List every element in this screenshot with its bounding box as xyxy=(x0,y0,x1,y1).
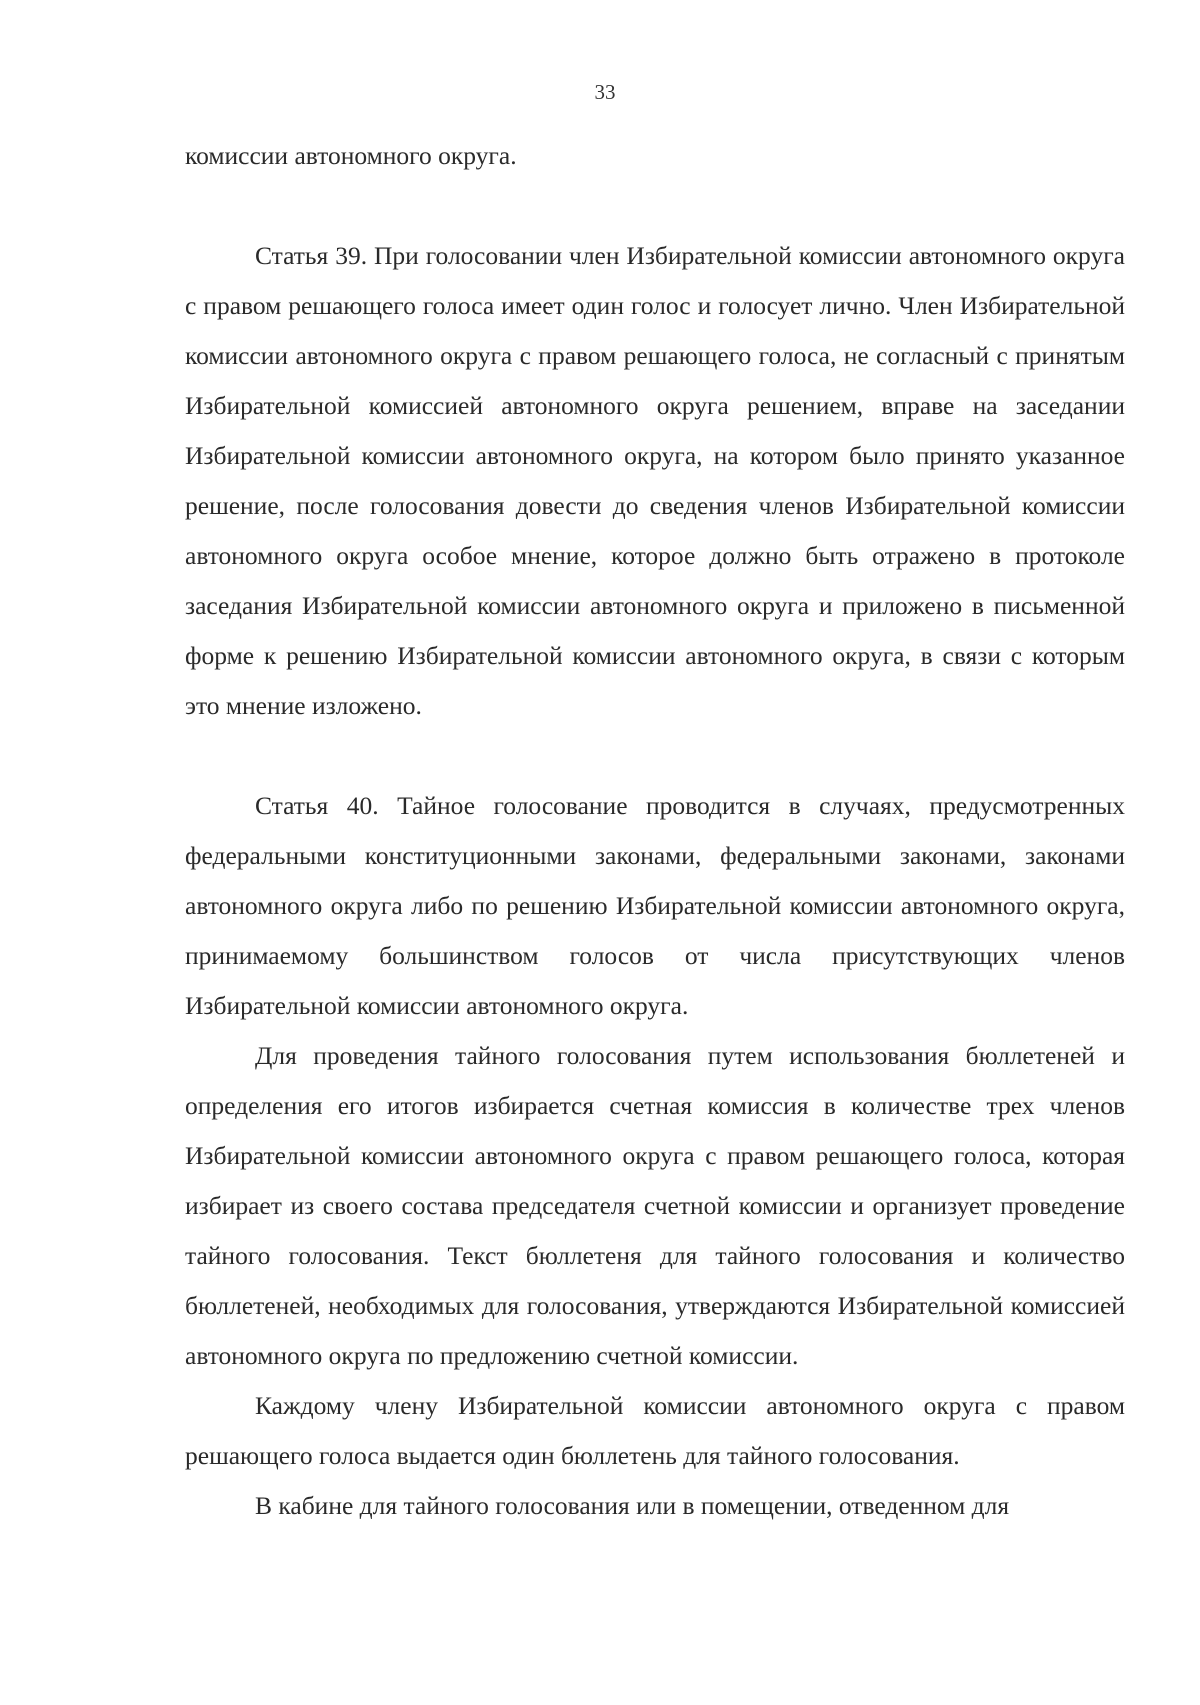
paragraph-ballot-issuance: Каждому члену Избирательной комиссии автономного округа с правом решающего голоса выдается один бюллетень для тайного голосования. xyxy=(185,1391,1125,1470)
paragraph-article-40: Статья 40. Тайное голосование проводится в случаях, предусмотренных федеральными конституционными законами, федеральными законами, законами автономного округа либо по решению Избирательной комиссии автономного округа, принимаемому большинством голосов от числа присутствующих членов Избирательной комиссии автономного округа. xyxy=(185,791,1125,1020)
paragraph-counting-commission: Для проведения тайного голосования путем использования бюллетеней и определения его итогов избирается счетная комиссия в количестве трех членов Избирательной комиссии автономного округа с правом решающего голоса, которая избирает из своего состава председателя счетной комиссии и организует проведение тайного голосования. Текст бюллетеня для тайного голосования и количество бюллетеней, необходимых для голосования, утверждаются Избирательной комиссией автономного округа по предложению счетной комиссии. xyxy=(185,1041,1125,1370)
paragraph-article-39: Статья 39. При голосовании член Избирательной комиссии автономного округа с правом решающего голоса имеет один голос и голосует лично. Член Избирательной комиссии автономного округа с правом решающего голоса, не согласный с принятым Избирательной комиссией автономного округа решением, вправе на заседании Избирательной комиссии автономного округа, на котором было принято указанное решение, после голосования довести до сведения членов Избирательной комиссии автономного округа особое мнение, которое должно быть отражено в протоколе заседания Избирательной комиссии автономного округа и приложено в письменной форме к решению Избирательной комиссии автономного округа, в связи с которым это мнение изложено. xyxy=(185,241,1125,720)
page-number: 33 xyxy=(594,80,616,104)
document-body xyxy=(185,131,1125,1531)
paragraph-voting-booth: В кабине для тайного голосования или в помещении, отведенном для xyxy=(255,1491,1010,1520)
paragraph-continuation: комиссии автономного округа. xyxy=(185,141,517,170)
